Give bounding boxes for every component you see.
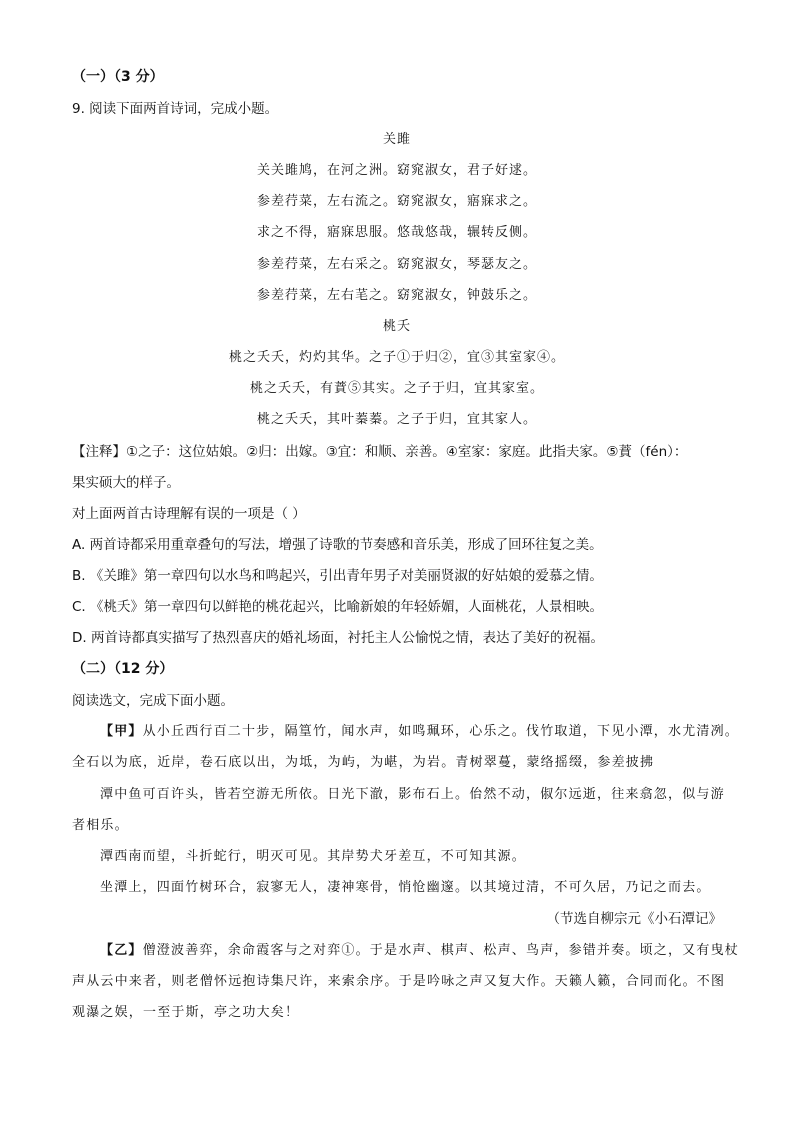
passage-jia-line: 坐潭上，四面竹树环合，寂寥无人，凄神寒骨，悄怆幽邃。以其境过清，不可久居，乃记之而去。: [100, 880, 711, 895]
section-two-intro: 阅读选文，完成下面小题。: [72, 693, 234, 709]
section-two-title: （二）（12 分）: [72, 661, 174, 677]
question-stem: 对上面两首古诗理解有误的一项是（ ）: [72, 506, 306, 522]
passage-yi-text: 僧澄波善弈，余命霞客与之对弈①。于是水声、棋声、松声、鸟声，参错并奏。顷之，又有曳杖: [142, 943, 740, 958]
passage-jia-line: 全石以为底，近岸，卷石底以出，为坻，为屿，为嵁，为岩。青树翠蔓，蒙络摇缀，参差披拂: [72, 755, 655, 770]
poem-one-line: 关关雎鸠，在河之洲。窈窕淑女，君子好逑。: [256, 163, 537, 178]
passage-yi-line: 声从云中来者，则老僧怀远抱诗集尺许，来索余序。于是吟咏之声又复大作。天籁人籁，合同而化。不图: [72, 974, 726, 989]
passage-jia-source: （节选自柳宗元《小石潭记》: [546, 911, 722, 927]
poem-two-line: 桃之夭夭，有蕡⑤其实。之子于归，宜其家室。: [249, 381, 544, 396]
poem-one-title: 关雎: [382, 132, 411, 147]
passage-jia-line: 潭中鱼可百许头，皆若空游无所依。日光下澈，影布石上。佁然不动，俶尔远逝，往来翕忽，似与游: [100, 787, 725, 802]
passage-jia-line: 潭西南而望，斗折蛇行，明灭可见。其岸势犬牙差互，不可知其源。: [100, 849, 527, 864]
passage-jia-text: 从小丘西行百二十步，隔篁竹，闻水声，如鸣珮环，心乐之。伐竹取道，下见小潭，水尤清冽。: [142, 724, 740, 739]
passage-jia-line: 者相乐。: [72, 818, 129, 833]
poem-one-line: 参差荇菜，左右流之。窈窕淑女，寤寐求之。: [256, 194, 537, 209]
option-b: B. 《关雎》第一章四句以水鸟和鸣起兴，引出青年男子对美丽贤淑的好姑娘的爱慕之情。: [72, 568, 603, 584]
option-c: C. 《桃夭》第一章四句以鲜艳的桃花起兴，比喻新娘的年轻娇媚，人面桃花，人景相映。: [72, 599, 604, 615]
poem-two-title: 桃夭: [382, 319, 411, 334]
poem-one-line: 参差荇菜，左右采之。窈窕淑女，琴瑟友之。: [256, 257, 537, 272]
passage-jia-line: [100, 723, 740, 741]
passage-jia-label: 【甲】: [100, 724, 143, 739]
poem-two-line: 桃之夭夭，其叶蓁蓁。之子于归，宜其家人。: [256, 412, 537, 427]
option-a: A. 两首诗都采用重章叠句的写法，增强了诗歌的节奏感和音乐美，形成了回环往复之美。: [72, 537, 603, 553]
passage-yi-line: [100, 942, 740, 960]
section-one-title: （一）（3 分）: [72, 69, 164, 85]
poem-one-line: 参差荇菜，左右芼之。窈窕淑女，钟鼓乐之。: [256, 288, 537, 303]
notes-line: 果实硕大的样子。: [72, 475, 180, 491]
notes-line: 【注释】①之子：这位姑娘。②归：出嫁。③宜：和顺、亲善。④室家：家庭。此指夫家。⑤蕡（fén）：: [72, 444, 688, 460]
passage-yi-label: 【乙】: [100, 943, 143, 958]
option-d: D. 两首诗都真实描写了热烈喜庆的婚礼场面，衬托主人公愉悦之情，表达了美好的祝福。: [72, 630, 604, 646]
question-nine-intro: 9. 阅读下面两首诗词，完成小题。: [72, 101, 279, 117]
poem-two-line: 桃之夭夭，灼灼其华。之子①于归②，宜③其室家④。: [228, 350, 565, 365]
passage-yi-line: 观瀑之娱，一至于斯，亭之功大矣！: [72, 1005, 300, 1020]
poem-one-line: 求之不得，寤寐思服。悠哉悠哉，辗转反侧。: [256, 225, 537, 240]
